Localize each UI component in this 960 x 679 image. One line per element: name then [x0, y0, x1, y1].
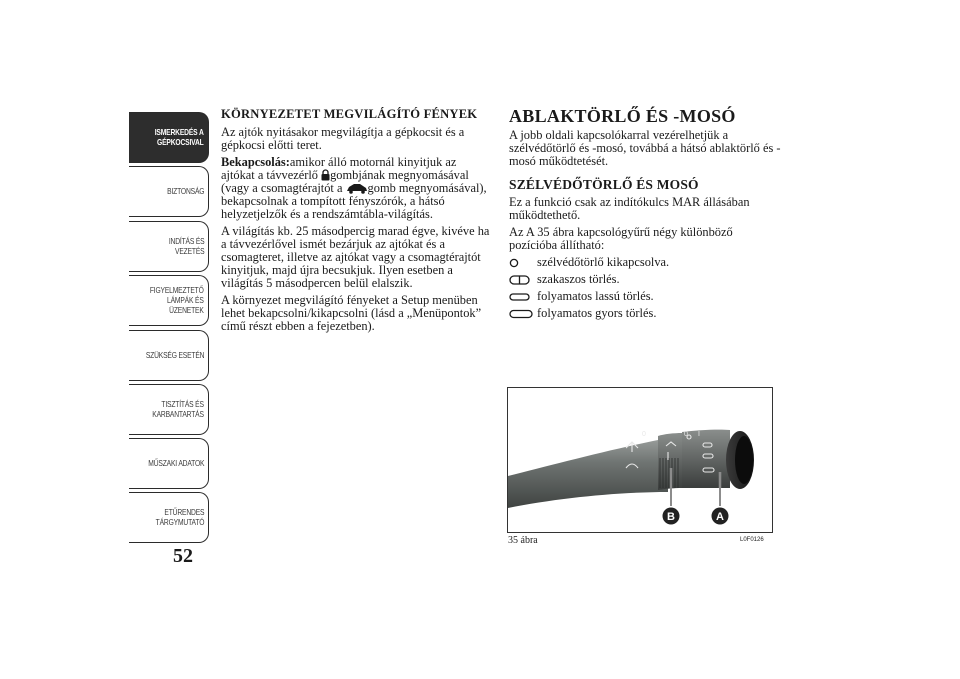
- left-column: [221, 108, 493, 337]
- callout-a: [712, 508, 729, 525]
- car-trunk-icon: [346, 182, 368, 194]
- figure-caption: 35 ábra: [508, 535, 538, 546]
- list-item: szélvédőtörlő kikapcsolva.: [509, 256, 781, 269]
- svg-text:A: A: [716, 511, 724, 523]
- padlock-icon: [321, 169, 330, 181]
- section-heading-ambient-lights: KÖRNYEZETET MEGVILÁGÍTÓ FÉNYEK: [221, 107, 478, 121]
- callout-b: [663, 508, 680, 525]
- wiper-stalk-illustration: [508, 388, 772, 532]
- slow-icon: [509, 292, 531, 302]
- figure-wiper-stalk: [507, 387, 773, 533]
- tab-targymutato[interactable]: ETŰRENDES TÁRGYMUTATÓ: [129, 492, 209, 543]
- paragraph: A jobb oldali kapcsolókarral vezérelhetjük a szélvédőtörlő és -mosó, továbbá a hátsó ablaktörlő és -mosó működtetését.: [509, 128, 781, 168]
- tab-tisztitas[interactable]: TISZTÍTÁS ÉS KARBANTARTÁS: [129, 384, 209, 435]
- tab-ismerkedes[interactable]: ISMERKEDÉS A GÉPKOCSIVAL: [129, 112, 209, 163]
- tab-szukseg[interactable]: SZÜKSÉG ESETÉN: [129, 330, 209, 381]
- paragraph-activation: Bekapcsolás:amikor álló motornál kinyitjuk az ajtókat a távvezérlő gombjának megnyomásával (vagy a csomagtérajtót a gomb megnyomásával), bekapcsolnak a tompított fényszórók, a hátsó helyzetjelzők és a rendszámtábla-világítás.: [221, 155, 487, 221]
- paragraph: A környezet megvilágító fényeket a Setup menüben lehet bekapcsolni/kikapcsolni (lásd a „Menüpontok” című részt ebben a fejezetben).: [221, 293, 482, 333]
- paragraph: Az A 35 ábra kapcsológyűrű négy különböző pozícióba állítható:: [509, 225, 733, 252]
- wiper-position-list: [509, 256, 781, 320]
- subheading-windscreen-wiper: SZÉLVÉDŐTÖRLŐ ÉS MOSÓ: [509, 177, 699, 192]
- figure-code: L0F0126: [740, 537, 764, 543]
- svg-text:0: 0: [642, 431, 646, 438]
- list-item: folyamatos gyors törlés.: [509, 307, 781, 320]
- section-heading-wipers: ABLAKTÖRLŐ ÉS -MOSÓ: [509, 106, 736, 126]
- page-number: 52: [173, 545, 193, 567]
- intermittent-icon: [509, 274, 531, 286]
- tab-biztonsag[interactable]: BIZTONSÁG: [129, 166, 209, 217]
- tab-figyelmezteto[interactable]: FIGYELMEZTETŐ LÁMPÁK ÉS ÜZENETEK: [129, 275, 209, 326]
- list-item: folyamatos lassú törlés.: [509, 290, 781, 303]
- right-column: [509, 106, 781, 324]
- tab-inditas[interactable]: INDÍTÁS ÉS VEZETÉS: [129, 221, 209, 272]
- svg-text:I: I: [698, 431, 700, 438]
- paragraph: Ez a funkció csak az indítókulcs MAR állásában működtethető.: [509, 195, 750, 222]
- svg-text:B: B: [667, 511, 675, 523]
- paragraph: A világítás kb. 25 másodpercig marad égve, kivéve ha a távvezérlővel ismét bezárjuk az ajtókat és a csomagteret, illetve az ajtókat vagy a csomagtérajtót kinyitjuk, majd újra becsukjuk. Ilyen esetben a világítás 5 másodpercen belül elalszik.: [221, 224, 490, 290]
- list-item: szakaszos törlés.: [509, 273, 781, 286]
- paragraph: Az ajtók nyitásakor megvilágítja a gépkocsit és a gépkocsi előtti teret.: [221, 125, 465, 152]
- off-circle-icon: [509, 258, 519, 268]
- label-activation: Bekapcsolás:: [221, 155, 290, 169]
- fast-icon: [509, 309, 533, 319]
- tab-muszaki[interactable]: MŰSZAKI ADATOK: [129, 438, 209, 489]
- svg-text:0: 0: [684, 431, 688, 438]
